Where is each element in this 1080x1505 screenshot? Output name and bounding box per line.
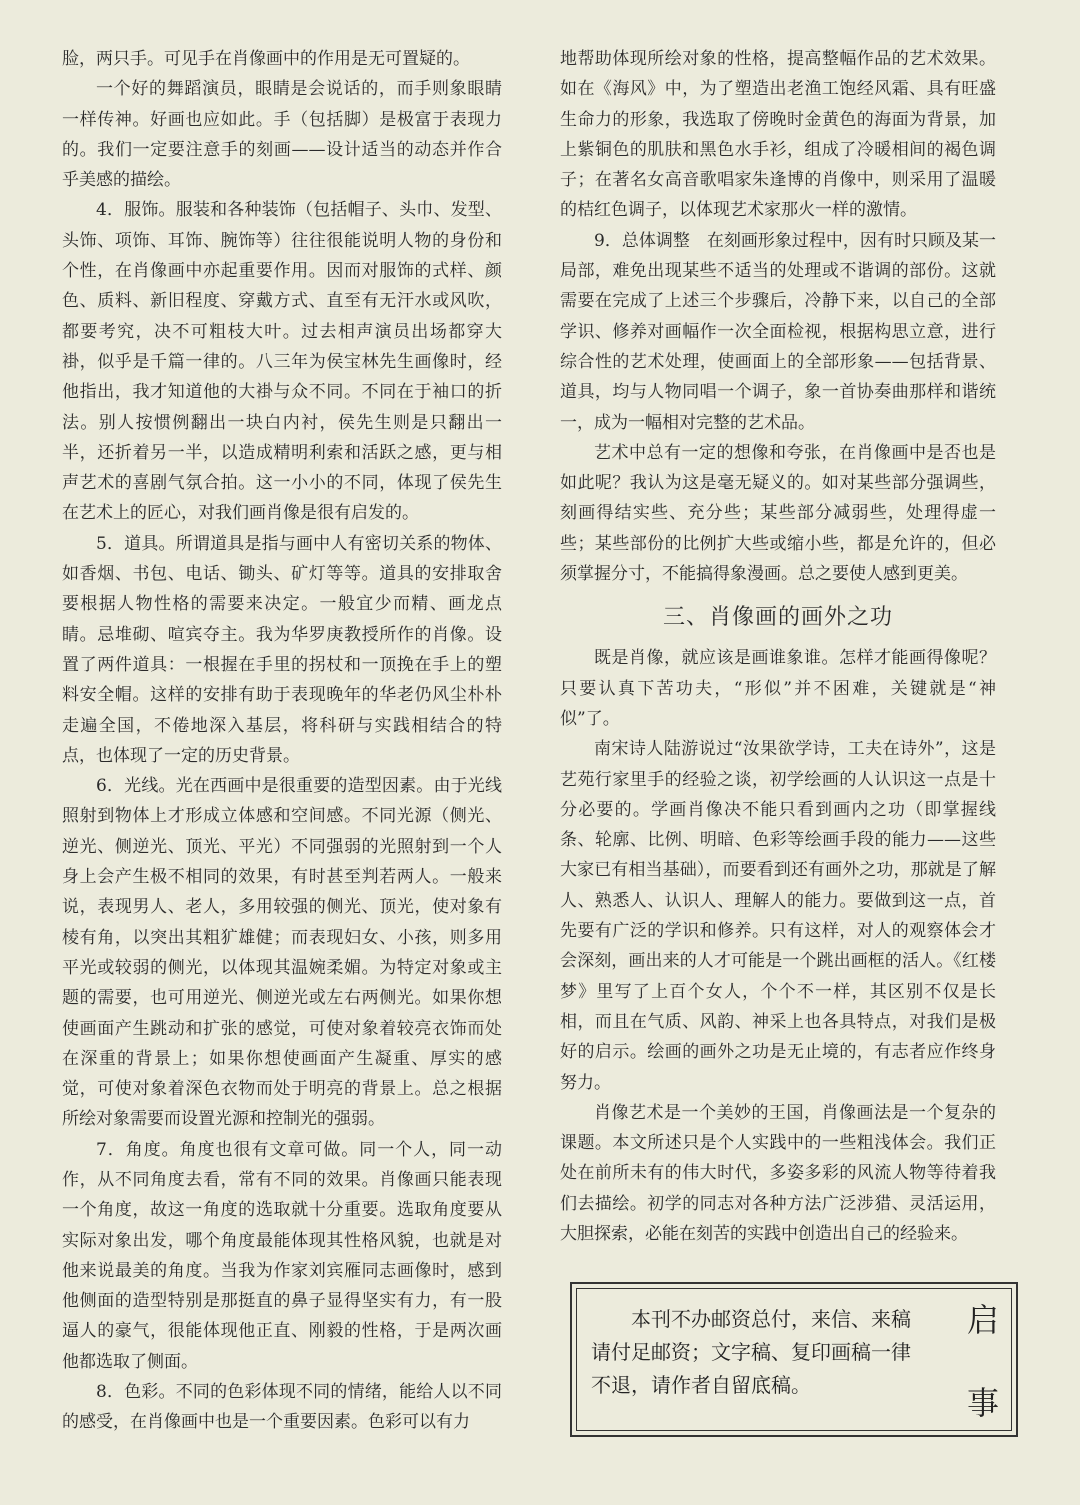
paragraph: 地帮助体现所绘对象的性格，提高整幅作品的艺术效果。如在《海风》中，为了塑造出老渔工饱经风霜、具有旺盛生命力的形象，我选取了傍晚时金黄色的海面为背景，加上紫铜色的肌肤和黑色水手衫，组成了冷暖相间的褐色调子；在著名女高音歌唱家朱逢博的肖像中，则采用了温暖的桔红色调子，以体现艺术家那火一样的激情。 — [560, 49, 996, 221]
paragraph: 9．总体调整 在刻画形象过程中，因有时只顾及某一局部，难免出现某些不适当的处理或不谐调的部份。这就需要在完成了上述三个步骤后，冷静下来，以自己的全部学识、修养对画幅作一次全面检视，根据构思立意，进行综合性的艺术处理，使画面上的全部形象——包括背景、道具，均与人物同唱一个调子，象一首协奏曲那样和谐统一，成为一幅相对完整的艺术品。 — [560, 230, 996, 433]
notice-title-bottom: 事 — [966, 1384, 999, 1422]
left-column — [62, 44, 502, 1438]
notice-title-top: 启 — [966, 1301, 999, 1339]
notice-line: 不退，请作者自留底稿。 — [591, 1373, 811, 1397]
notice-box — [570, 1282, 1018, 1437]
notice-inner-frame — [576, 1288, 1012, 1431]
paragraph: 一个好的舞蹈演员，眼睛是会说话的，而手则象眼睛一样传神。好画也应如此。手（包括脚）是极富于表现力的。我们一定要注意手的刻画——设计适当的动态并作合乎美感的描绘。 — [62, 79, 502, 191]
right-column-top — [560, 44, 996, 589]
notice-line: 本刊不办邮资总付，来信、来稿 — [631, 1307, 911, 1331]
notice-line: 请付足邮资；文字稿、复印画稿一律 — [591, 1340, 911, 1364]
paragraph: 艺术中总有一定的想像和夸张，在肖像画中是否也是如此呢？我认为这是毫无疑义的。如对某些部分强调些，刻画得结实些、充分些；某些部分减弱些，处理得虚一些；某些部份的比例扩大些或缩小些，都是允许的，但必须掌握分寸，不能搞得象漫画。总之要使人感到更美。 — [560, 442, 996, 585]
paragraph: 脸，两只手。可见手在肖像画中的作用是无可置疑的。 — [62, 49, 470, 69]
paragraph: 8．色彩。不同的色彩体现不同的情绪，能给人以不同的感受，在肖像画中也是一个重要因素。色彩可以有力 — [62, 1382, 502, 1433]
paragraph: 6．光线。光在西画中是很重要的造型因素。由于光线照射到物体上才形成立体感和空间感。不同光源（侧光、逆光、侧逆光、顶光、平光）不同强弱的光照射到一个人身上会产生极不相同的效果，有时甚至判若两人。一般来说，表现男人、老人，多用较强的侧光、顶光，使对象有棱有角，以突出其粗犷雄健；而表现妇女、小孩，则多用平光或较弱的侧光，以体现其温婉柔媚。为特定对象或主题的需要，也可用逆光、侧逆光或左右两侧光。如果你想使画面产生跳动和扩张的感觉，可使对象着较亮衣饰而处在深重的背景上；如果你想使画面产生凝重、厚实的感觉，可使对象着深色衣物而处于明亮的背景上。总之根据所绘对象需要而设置光源和控制光的强弱。 — [62, 776, 502, 1130]
paragraph: 5．道具。所谓道具是指与画中人有密切关系的物体、如香烟、书包、电话、锄头、矿灯等等。道具的安排取舍要根据人物性格的需要来决定。一般宜少而精、画龙点睛。忌堆砌、喧宾夺主。我为华罗庚教授所作的肖像。设置了两件道具：一根握在手里的拐杖和一顶挽在手上的塑料安全帽。这样的安排有助于表现晚年的华老仍风尘朴朴走遍全国，不倦地深入基层，将科研与实践相结合的特点，也体现了一定的历史背景。 — [62, 533, 502, 766]
right-column — [560, 44, 996, 1249]
notice-text — [591, 1303, 961, 1402]
paragraph: 肖像艺术是一个美妙的王国，肖像画法是一个复杂的课题。本文所述只是个人实践中的一些粗浅体会。我们正处在前所未有的伟大时代，多姿多彩的风流人物等待着我们去描绘。初学的同志对各种方法广泛涉猎、灵活运用，大胆探索，必能在刻苦的实践中创造出自己的经验来。 — [560, 1102, 996, 1244]
section-heading: 三、肖像画的画外之功 — [662, 605, 893, 631]
paragraph: 4．服饰。服装和各种装饰（包括帽子、头巾、发型、头饰、项饰、耳饰、腕饰等）往往很能说明人物的身份和个性，在肖像画中亦起重要作用。因而对服饰的式样、颜色、质料、新旧程度、穿戴方式、直至有无汗水或风吹，都要考究，决不可粗枝大叶。过去相声演员出场都穿大褂，似乎是千篇一律的。八三年为侯宝林先生画像时，经他指出，我才知道他的大褂与众不同。不同在于袖口的折法。别人按惯例翻出一块白内衬，侯先生则是只翻出一半，还折着另一半，以造成精明利索和活跃之感，更与相声艺术的喜剧气氛合拍。这一小小的不同，体现了侯先生在艺术上的匠心，对我们画肖像是很有启发的。 — [62, 200, 502, 524]
paragraph: 南宋诗人陆游说过“汝果欲学诗，工夫在诗外”，这是艺苑行家里手的经验之谈，初学绘画的人认识这一点是十分必要的。学画肖像决不能只看到画内之功（即掌握线条、轮廓、比例、明暗、色彩等绘画手段的能力——这些大家已有相当基础），而要看到还有画外之功，那就是了解人、熟悉人、认识人、理解人的能力。要做到这一点，首先要有广泛的学识和修养。只有这样，对人的观察体会才会深刻，画出来的人才可能是一个跳出画框的活人。《红楼梦》里写了上百个女人，个个不一样，其区别不仅是长相，而且在气质、风韵、神采上也各具特点，对我们是极好的启示。绘画的画外之功是无止境的，有志者应作终身努力。 — [560, 739, 996, 1093]
paragraph: 7．角度。角度也很有文章可做。同一个人，同一动作，从不同角度去看，常有不同的效果。肖像画只能表现一个角度，故这一角度的选取就十分重要。选取角度要从实际对象出发，哪个角度最能体现其性格风貌，也就是对他来说最美的角度。当我为作家刘宾雁同志画像时，感到他侧面的造型特别是那挺直的鼻子显得坚实有力，有一股逼人的豪气，很能体现他正直、刚毅的性格，于是两次画他都选取了侧面。 — [62, 1139, 502, 1372]
paragraph: 既是肖像，就应该是画谁象谁。怎样才能画得像呢？只要认真下苦功夫，“形似”并不困难，关键就是“神似”了。 — [560, 648, 996, 729]
right-column-bottom — [560, 643, 996, 1249]
